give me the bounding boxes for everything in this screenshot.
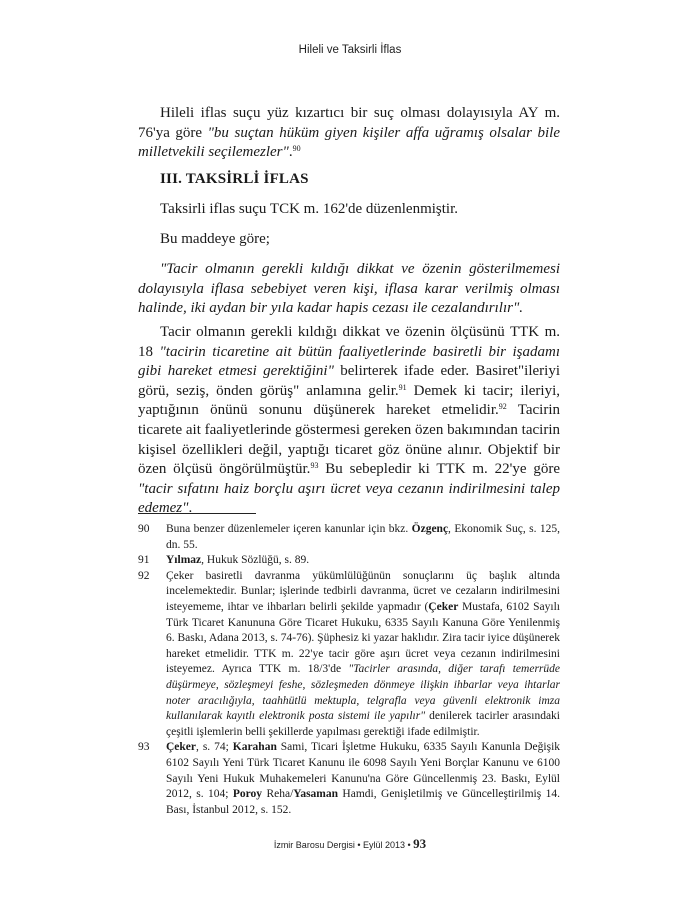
p4-text-c: belirterek ifade eder. Basiret"ileriyi görü, seziş, önden görüş" anlamına gelir. [138,363,560,399]
section-heading: III. TAKSİRLİ İFLAS [160,171,309,187]
footnote-93-author-2: Karahan [232,741,277,754]
p4-quote-1: "tacirin ticaretine ait bütün faaliyetlerinde basiretli bir işadamı gibi hareket etmesi gerektiğini" [138,343,560,380]
footnote-91-text-b: , Hukuk Sözlüğü, s. 89. [201,554,310,567]
footnote-93-author-3: Poroy [232,788,263,801]
footnote-92-author: Çeker [428,600,459,613]
footnote-number: 91 [138,554,150,567]
footnote-91 [138,553,560,569]
p4-text-e: Tacirin ticarete ait faaliyetlerinde göstermesi gereken özen bakımından tacirin kişisel özellikleri değil, yaptığı ticaret göz önüne alınır. Objektif bir özen ölçüsü öngörülmüştür. [138,402,560,478]
footnote-92 [138,569,560,741]
footnote-separator [138,513,256,514]
paragraph-3 [138,230,560,250]
paragraph-1-text [138,104,560,163]
footnote-90-text-a: Buna benzer düzenlemeler içeren kanunlar için bkz. [166,523,412,535]
footnote-number: 90 [138,523,150,535]
footnote-ref-90[interactable]: 90 [292,144,301,154]
p4-text-h: . [188,500,193,517]
footnote-93-text-f: Reha/ [262,788,294,801]
footnote-ref-91[interactable]: 91 [398,382,407,392]
footnote-93-author-4: Yasaman [293,788,339,801]
footnote-number: 92 [138,569,150,582]
p4-text-a: Tacir olmanın gerekli kıldığı dikkat ve özenin ölçüsünü TTK m. 18 [138,324,560,360]
paragraph-2-text: Taksirli iflas suçu TCK m. 162'de düzenlenmiştir. [160,201,459,217]
journal-name: İzmir Barosu Dergisi • Eylül 2013 • [273,840,414,850]
footnote-92-text-a: Çeker basiretli davranma yükümlülüğünün sonuçlarını üç başlık altında incelemektedir. Bunlar; işlerinde tedbirli davranma, ücret ve cezaların indirilmesini isteyememe, ihtar ve ihbarları belirli şekilde yapmadır ( [166,569,560,613]
footnote-90-text-c: , Ekonomik Suç, s. 125, dn. 55. [166,523,560,551]
footnote-number: 93 [138,741,150,754]
footnote-ref-93[interactable]: 93 [310,461,319,471]
p1-text-a: Hileli iflas suçu yüz kızartıcı bir suç olması dolayısıyla AY m. 76'ya göre [138,105,560,141]
footnote-90-author: Özgenç [411,523,449,535]
footnote-ref-92[interactable]: 92 [498,402,507,412]
footnote-91-author: Yılmaz [166,554,202,567]
footnote-93-author-1: Çeker [166,741,197,754]
page-number: 93 [413,836,427,851]
footnote-92-quote: "Tacirler arasında, diğer tarafı temerrüde düşürmeye, sözleşmeyi feshe, sözleşmeden dönmeye ilişkin ihbarlar veya ihtarlar noter aracılığıyla, taahhütlü mektupla, telgrafla veya güvenli elektronik imza kullanılarak kayıtlı elektronik posta sistemi ile yapılır" [166,663,560,723]
block-quote-text: "Tacir olmanın gerekli kıldığı dikkat ve özenin gösterilmemesi dolayısıyla iflasa sebebiyet veren kişi, iflasa karar verilmiş olması halinde, iki aydan bir yıla kadar hapis cezası ile cezalandırılır". [138,261,560,317]
page-footer [0,836,700,852]
footnote-93-text-b: , s. 74; [196,741,233,754]
p4-quote-2: "tacir sıfatını haiz borçlu aşırı ücret veya cezanın indirilmesini talep edemez" [138,480,560,517]
footnote-93-text-d: Sami, Ticari İşletme Hukuku, 6335 Sayılı Kanunla Değişik 6102 Sayılı Yeni Türk Ticaret Kanunu ile 6098 Sayılı Yeni Borçlar Kanunu ve 6100 Sayılı Yeni Hukuk Muhakemeleri Kanunu'na Göre Güncellenmiş 23. Baskı, Eylül 2012, s. 104; [166,741,561,801]
p4-text-f: Bu sebepledir ki TTK m. 22'ye göre [318,461,560,478]
p1-quote: "bu suçtan hüküm giyen kişiler affa uğramış olsalar bile milletvekili seçilemezler" [138,124,560,161]
p1-text-c: . [288,144,293,161]
footnote-93 [138,740,560,818]
footnote-92-text-c: Mustafa, 6102 Sayılı Türk Ticaret Kanununa Göre Ticaret Hukuku, 6335 Sayılı Kanuna Göre Yenilenmiş 6. Baskı, Adana 2013, s. 74-76). Şüphesiz ki yazar haklıdır. Zira tacir iyice düşünerek hareket etmelidir. TTK m. 22'ye tacir göre aşırı ücret veya cezanın indirilmesini isteyemez. Ayrıca TTK m. 18/3'de [166,600,560,676]
footnotes [138,522,560,818]
paragraph-1 [138,104,560,163]
footnote-90 [138,522,560,553]
footnote-92-text-e: denilerek tacirler arasındaki çeşitli işlemlerin belli şekillerde yapılması gerektiği ifade edilmiştir. [166,710,560,738]
paragraph-3-text: Bu maddeye göre; [160,231,270,247]
running-header: Hileli ve Taksirli İflas [298,44,402,56]
footnote-93-text-h: Hamdi, Genişletilmiş ve Güncelleştirilmiş 14. Bası, İstanbul 2012, s. 152. [166,788,560,816]
paragraph-4-text [138,323,560,519]
paragraph-4 [138,323,560,519]
block-quote [138,260,560,319]
paragraph-2 [138,200,560,220]
p4-text-d: Demek ki tacir; ileriyi, yaptığının önünü sonunu düşünerek hareket etmelidir. [138,382,560,419]
